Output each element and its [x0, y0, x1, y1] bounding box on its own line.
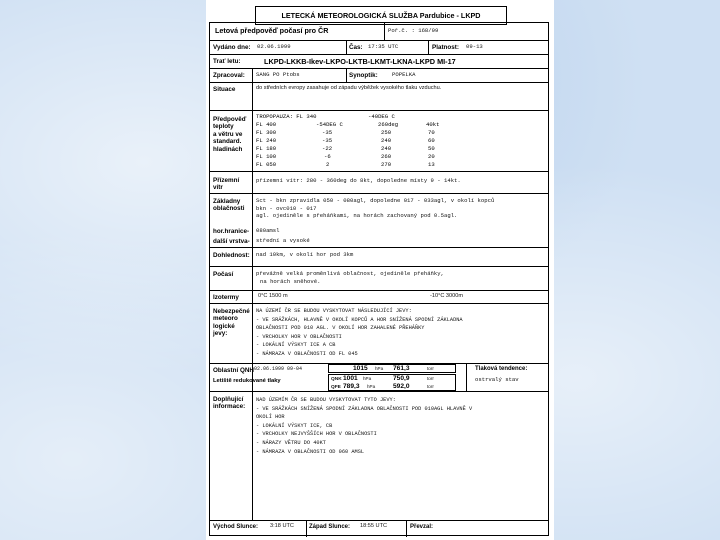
divider	[306, 520, 307, 537]
divider	[210, 520, 548, 521]
weather-text: převážně velká proměnlivá oblačnost, ojediněle přeháňky, na horách sněhové.	[256, 270, 444, 285]
prepared-value: SANG PO Ptobs	[256, 71, 300, 78]
page-title: LETECKÁ METEOROLOGICKÁ SLUŽBA Pardubice - LKPD	[255, 6, 507, 25]
reduced-label: Letiště redukované tlaky	[213, 378, 281, 384]
prepared-label: Zpracoval:	[213, 72, 245, 79]
divider	[210, 110, 548, 111]
ground-wind-value: přízemní vítr: 280 - 360deg do 8kt, dopoledne místy 9 - 14kt.	[256, 177, 461, 184]
sunrise-label: Východ Slunce:	[213, 524, 259, 530]
divider	[210, 266, 548, 267]
cloud-text: Sct - bkn zpravidla 050 - 080agl, dopoledne 017 - 033agl, v okolí kopců bkn - ovc010 - 017 agl. ojediněle s přeháňkami, na horách zachovaný pod 0.5agl.	[256, 197, 495, 220]
divider	[384, 23, 385, 40]
tendency-value: ostrvalý stav	[475, 376, 519, 383]
weather-label: Počasí	[213, 271, 234, 278]
sunset-label: Západ Slunce:	[309, 524, 351, 530]
sunset-value: 18:55 UTC	[360, 523, 388, 529]
hazard-label: Nebezpečné meteoro logické jevy:	[213, 308, 250, 338]
divider	[346, 68, 347, 82]
divider	[428, 40, 429, 54]
divider	[210, 68, 548, 69]
situation-label: Situace	[213, 86, 236, 93]
divider	[210, 54, 548, 55]
route-value: LKPD-LKKB-Ikev-LKPO-LKTB-LKMT-LKNA-LKPD MI-17	[264, 57, 456, 66]
info-text: NAD ÚZEMÍM ČR SE BUDOU VYSKYTOVAT TYTO JEVY: - VE SRÁŽKÁCH SNÍŽENÁ SPODNÍ ZÁKLADNA OBLAČNOSTI POD 010AGL HLAVNĚ V OKOLÍ HOR - LOKÁLNÍ VÝSKYT ICE, CB - VRCHOLKY NEJVYŠŠÍCH HOR V OBLAČNOSTI - NÁRAZY VĚTRU DO 40KT - NÁMRAZA V OBLAČNOSTI OD 060 AMSL	[256, 397, 473, 455]
divider	[210, 303, 548, 304]
divider	[466, 363, 467, 391]
upper-bound-value: 080amsl	[256, 227, 280, 234]
divider	[252, 68, 253, 520]
validity-value: 09-13	[466, 43, 483, 50]
situation-value: do středních evropy zasahuje od západu výběžek vysokého tlaku vzduchu.	[256, 85, 442, 91]
isotherm-label: Izotermy	[213, 294, 239, 301]
received-label: Převzal:	[410, 524, 434, 530]
divider	[346, 40, 347, 54]
upper-bound-label: hor.hranice-	[213, 228, 250, 235]
divider	[406, 520, 407, 537]
divider	[210, 247, 548, 248]
divider	[210, 171, 548, 172]
divider	[210, 391, 548, 392]
ground-wind-label: Přízemní vítr	[213, 177, 240, 192]
temp-wind-label: Předpověď teploty a větru ve standard. hladinách	[213, 116, 247, 153]
issued-value: 02.06.1999	[257, 43, 291, 50]
synoptic-value: POPELKA	[392, 71, 416, 78]
visibility-value: nad 10km, v okolí hor pod 3km	[256, 251, 354, 258]
divider	[210, 82, 548, 83]
hazard-text: NA ÚZEMÍ ČR SE BUDOU VYSKYTOVAT NÁSLEDUJÍCÍ JEVY: - VE SRÁŽKÁCH, HLAVNĚ V OKOLÍ KOPCŮ A HOR SNÍŽENÁ SPODNÍ ZÁKLADNA OBLAČNOSTI POD 010 AGL. V OKOLÍ HOR ZAHALENÉ PŘEHÁŇKY - VRCHOLKY HOR V OBLAČNOSTI - LOKÁLNÍ VÝSKYT ICE A CB - NÁMRAZA V OBLAČNOSTI OD FL 045	[256, 308, 463, 357]
pressure-box: QNK 1001 hPa 750,9 torr QFE 789,3 hPa 592,0 torr	[328, 374, 456, 391]
cloud-label: Základny oblačnosti	[213, 198, 245, 213]
divider	[210, 40, 548, 41]
synoptic-label: Synoptik:	[349, 72, 378, 79]
isotherm-zero: 0°C 1500 m	[258, 293, 288, 299]
time-label: Čas:	[349, 44, 363, 51]
info-label: Doplňující informace:	[213, 396, 246, 411]
form-title: Letová předpověď počasí pro ČR	[215, 26, 329, 35]
validity-label: Platnost:	[432, 44, 459, 51]
qnh-box: 1015 hPa 761,3 torr	[328, 364, 456, 373]
time-value: 17:35 UTC	[368, 43, 399, 50]
divider	[210, 193, 548, 194]
qnh-label: Oblastní QNH	[213, 367, 254, 374]
other-layer-value: střední a vysoké	[256, 237, 310, 244]
route-label: Trať letu:	[213, 58, 241, 65]
visibility-label: Dohlednost:	[213, 252, 250, 259]
sunrise-value: 3:18 UTC	[270, 523, 294, 529]
other-layer-label: další vrstva-	[213, 238, 250, 245]
form-number: Poř.č. : 168/99	[388, 27, 439, 34]
issued-label: Vydáno dne:	[213, 44, 251, 51]
isotherm-minus: -10°C 3000m	[430, 293, 464, 299]
tendency-label: Tlaková tendence:	[475, 366, 528, 372]
forecast-sheet	[206, 0, 554, 540]
divider	[210, 290, 548, 291]
qnh-date: 02.06.1999 09-04	[254, 366, 303, 372]
form-frame: Letová předpověď počasí pro ČR Poř.č. : 168/99 Vydáno dne: 02.06.1999 Čas: 17:35 UTC Platnost: 09-13 Trať letu: LKPD-LKKB-Ikev-LKPO-LKTB-LKMT-LKNA-LKPD MI-17 Zpracoval: SANG PO Ptobs Synoptik: POPELKA Situace do středních evropy zasahuje od západu výběžek vysokého tlaku vzduchu. Předpověď teploty a větru ve standard. hladinách TROPOPAUZA: FL 340 -40DEG C FL 400 -54DEG C 260deg 40kt FL 300 -35 250 70 FL 240 -35 240 60 FL 180 -22 240 50 FL 100 -6 260 20 FL 050 2 270 13 Přízemní vítr přízemní vítr: 280 - 360deg do 8kt, dopoledne místy 9 - 14kt. Základny oblačnosti Sct - bkn zpravidla 050 - 080agl, dopoledne 017 - 033agl, v okolí kopců bkn - ovc010 - 017 agl. ojediněle s přeháňkami, na horách zachovaný pod 0.5agl. hor.hranice- 080amsl další vrstva- střední a vysoké Dohlednost: nad 10km, v okolí hor pod 3km Počasí převážně velká proměnlivá oblačnost, ojediněle přeháňky, na horách sněhové. Izotermy 0°C 1500 m -10°C 3000m Nebezpečné meteoro logické jevy: NA ÚZEMÍ ČR SE BUDOU VYSKYTOVAT NÁSLEDUJÍCÍ JEVY: - VE SRÁŽKÁCH, HLAVNĚ V OKOLÍ KOPCŮ A HOR SNÍŽENÁ SPODNÍ ZÁKLADNA OBLAČNOSTI POD 010 AGL. V OKOLÍ HOR ZAHALENÉ PŘEHÁŇKY - VRCHOLKY HOR V OBLAČNOSTI - LOKÁLNÍ VÝSKYT ICE A CB - NÁMRAZA V OBLAČNOSTI OD FL 045 Oblastní QNH 02.06.1999 09-04 1015 hPa 761,3 torr Letiště redukované tlaky QNK 1001 hPa 750,9 torr QFE 789,3 hPa 592,0 torr Tlaková tendence: ostrvalý stav Doplňující informace: NAD ÚZEMÍM ČR SE BUDOU VYSKYTOVAT TYTO JEVY: - VE SRÁŽKÁCH SNÍŽENÁ SPODNÍ ZÁKLADNA OBLAČNOSTI POD 010AGL HLAVNĚ V OKOLÍ HOR - LOKÁLNÍ VÝSKYT ICE, CB - VRCHOLKY NEJVYŠŠÍCH HOR V OBLAČNOSTI - NÁRAZY VĚTRU DO 40KT - NÁMRAZA V OBLAČNOSTI OD 060 AMSL Východ Slunce: 3:18 UTC Západ Slunce: 18:55 UTC Převzal:	[209, 22, 549, 536]
